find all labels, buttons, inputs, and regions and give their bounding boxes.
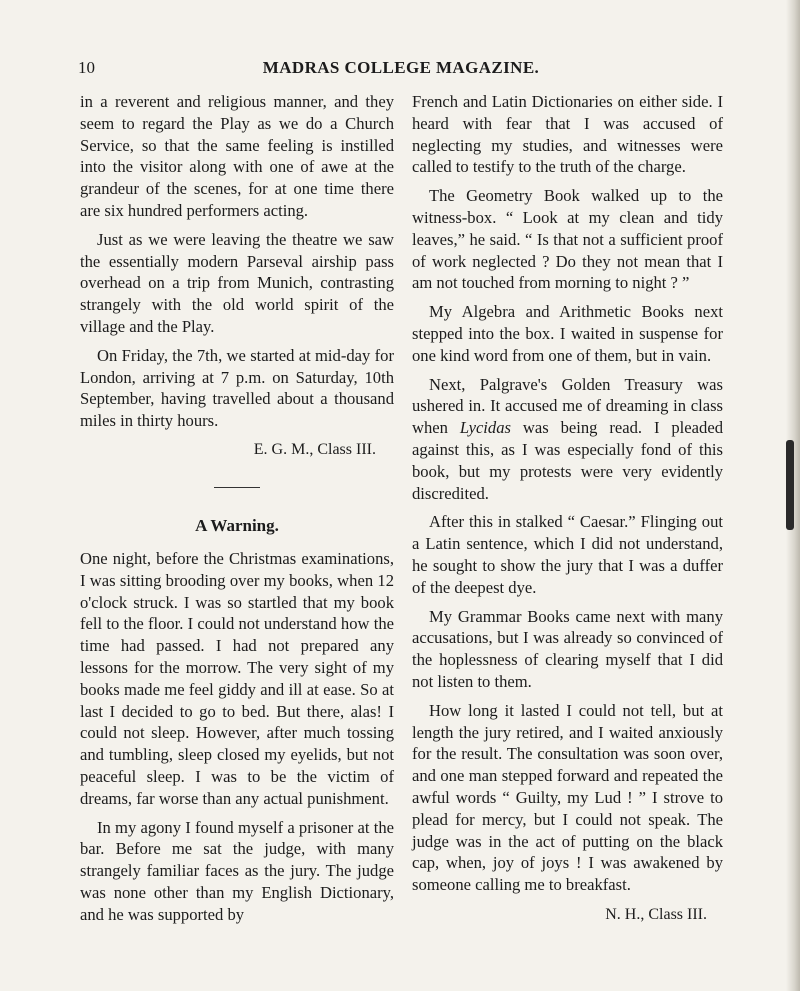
book-title-italic: Lycidas (459, 418, 511, 438)
paragraph: The Geometry Book walked up to the witness-box. “ Look at my clean and tidy leaves,” he said. “ Is that not a sufficient proof of work neglected ? Do they not mean that I am not touched from morning to night ? ” (412, 186, 723, 293)
paragraph: My Algebra and Arithmetic Books next stepped into the box. I waited in suspense for one kind word from one of them, but in vain. (412, 302, 723, 365)
left-column (80, 91, 394, 933)
section-divider (214, 487, 260, 488)
text-run: was being read. I pleaded against this, as I was especially fond of this book, but my protests were very evidently discredited. (412, 418, 723, 503)
paragraph: French and Latin Dictionaries on either side. I heard with fear that I was accused of neglecting my studies, and witnesses were called to testify to the truth of the charge. (412, 92, 723, 177)
binding-mark (786, 440, 794, 530)
author-signature: E. G. M., Class III. (253, 440, 376, 458)
paragraph (412, 374, 723, 505)
right-column (412, 91, 723, 926)
magazine-title: MADRAS COLLEGE MAGAZINE. (262, 58, 540, 77)
paragraph: in a reverent and religious manner, and they seem to regard the Play as we do a Church Service, so that the same feeling is instilled into the visitor along with one of awe at the grandeur of the scenes, for at one time there are six hundred performers acting. (80, 92, 394, 220)
author-signature: N. H., Class III. (605, 905, 707, 923)
story-title: A Warning. (195, 515, 279, 535)
running-header (78, 58, 724, 80)
paragraph: In my agony I found myself a prisoner at the bar. Before me sat the judge, with many strangely familiar faces as the jury. The judge was none other than my English Dictionary, and he was supported by (80, 817, 394, 924)
paragraph: After this in stalked “ Caesar.” Flinging out a Latin sentence, which I did not understand, he sought to show the jury that I was a duffer of the deepest dye. (412, 512, 723, 597)
page-number: 10 (78, 58, 95, 77)
paragraph: One night, before the Christmas examinations, I was sitting brooding over my books, when 12 o'clock struck. I was so startled that my book fell to the floor. I could not understand how the time had passed. I had not prepared any lessons for the morrow. The very sight of my books made me feel giddy and ill at ease. So at last I decided to go to bed. But there, alas! I could not sleep. However, after much tossing and tumbling, sleep closed my eyelids, but not peaceful sleep. I was to be the victim of dreams, far worse than any actual punishment. (80, 548, 394, 808)
paragraph: On Friday, the 7th, we started at mid-day for London, arriving at 7 p.m. on Saturday, 10th September, having travelled about a thousand miles in thirty hours. (80, 345, 394, 431)
paragraph: Just as we were leaving the theatre we saw the essentially modern Parseval airship pass overhead on a trip from Munich, contrasting strangely with the old world spirit of the village and the Play. (80, 229, 394, 336)
text-run: Next, Palgrave's Golden Treasury was ushered in. It accused me of dreaming in class when (412, 374, 723, 438)
paragraph: How long it lasted I could not tell, but at length the jury retired, and I waited anxiously for the result. The consultation was soon over, and one man stepped forward and repeated the awful words “ Guilty, my Lud ! ” I strove to plead for mercy, but I could not speak. The judge was in the act of putting on the black cap, when, joy of joys ! I was awakened by someone calling me to breakfast. (412, 700, 723, 895)
paragraph: My Grammar Books came next with many accusations, but I was already so convinced of the hoplessness of clearing myself that I did not listen to them. (412, 606, 723, 691)
